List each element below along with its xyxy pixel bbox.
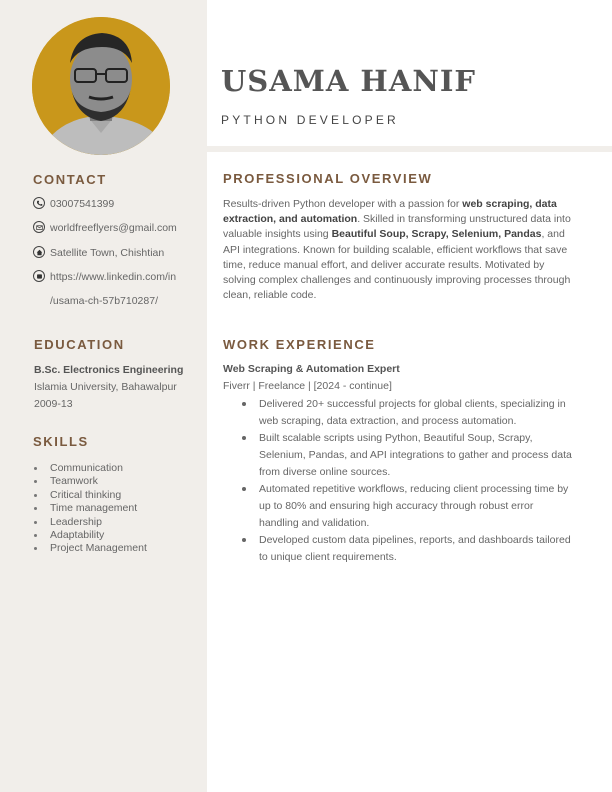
skill-item: Adaptability <box>33 529 147 542</box>
overview-text-3: , and API integrations. Known for building scalable, efficient workflows that save time, reduce manual effort, and deliver accurate results. Motivated by solving complex challenges and continuously improving processes through clean, reliable code. <box>223 228 571 302</box>
skill-item: Leadership <box>33 516 147 529</box>
email-icon <box>33 221 45 233</box>
overview-bold-2: Beautiful Soup, Scrapy, Selenium, Pandas <box>331 228 542 241</box>
experience-bullet: Delivered 20+ successful projects for global clients, specializing in web scraping, data extraction, and process automation. <box>223 396 575 430</box>
address-text: Satellite Town, Chishtian <box>50 247 165 259</box>
job-title-header: PYTHON DEVELOPER <box>221 113 399 127</box>
education-degree: B.Sc. Electronics Engineering <box>34 364 184 376</box>
linkedin-line-1[interactable]: https://www.linkedin.com/in <box>50 271 177 283</box>
skill-item: Project Management <box>33 542 147 555</box>
experience-job-meta: Fiverr | Freelance | [2024 - continue] <box>223 380 392 392</box>
contact-email <box>33 219 190 237</box>
linkedin-link[interactable] <box>50 268 190 310</box>
overview-heading: PROFESSIONAL OVERVIEW <box>223 171 433 186</box>
candidate-name: USAMA HANIF <box>221 64 476 98</box>
education-years: 2009-13 <box>34 398 73 410</box>
linkedin-line-2[interactable]: /usama-ch-57b710287/ <box>50 295 158 307</box>
avatar <box>32 17 170 155</box>
experience-job-title: Web Scraping & Automation Expert <box>223 363 400 375</box>
contact-phone <box>33 195 190 213</box>
header-divider <box>207 146 612 152</box>
education-school: Islamia University, Bahawalpur <box>34 381 177 393</box>
contact-heading: CONTACT <box>33 172 107 187</box>
overview-bold-1: web scraping, data extraction, and automation <box>223 198 557 226</box>
phone-icon <box>33 197 45 209</box>
overview-text-2: . Skilled in transforming unstructured data into valuable insights using <box>223 213 571 241</box>
overview-paragraph <box>223 197 575 303</box>
linkedin-icon <box>33 270 45 282</box>
contact-linkedin <box>33 268 190 310</box>
email-link[interactable]: worldfreeflyers@gmail.com <box>50 222 177 234</box>
skills-heading: SKILLS <box>33 434 89 449</box>
skill-item: Communication <box>33 462 147 475</box>
contact-address <box>33 244 190 262</box>
profile-photo <box>32 17 170 155</box>
experience-bullet: Developed custom data pipelines, reports, and dashboards tailored to unique client requirements. <box>223 532 575 566</box>
experience-bullet: Automated repetitive workflows, reducing client processing time by up to 80% and ensuring high accuracy through robust error handling and validation. <box>223 481 575 532</box>
experience-bullet: Built scalable scripts using Python, Beautiful Soup, Scrapy, Selenium, Pandas, and API integrations to gather and process data from diverse online sources. <box>223 430 575 481</box>
overview-text-1: Results-driven Python developer with a passion for <box>223 198 463 210</box>
skill-item: Critical thinking <box>33 489 147 502</box>
experience-bullets <box>223 396 575 566</box>
skill-item: Teamwork <box>33 475 147 488</box>
home-icon <box>33 246 45 258</box>
phone-text: 03007541399 <box>50 198 115 210</box>
experience-heading: WORK EXPERIENCE <box>223 337 376 352</box>
skills-list <box>33 462 147 556</box>
education-heading: EDUCATION <box>34 337 125 352</box>
skill-item: Time management <box>33 502 147 515</box>
